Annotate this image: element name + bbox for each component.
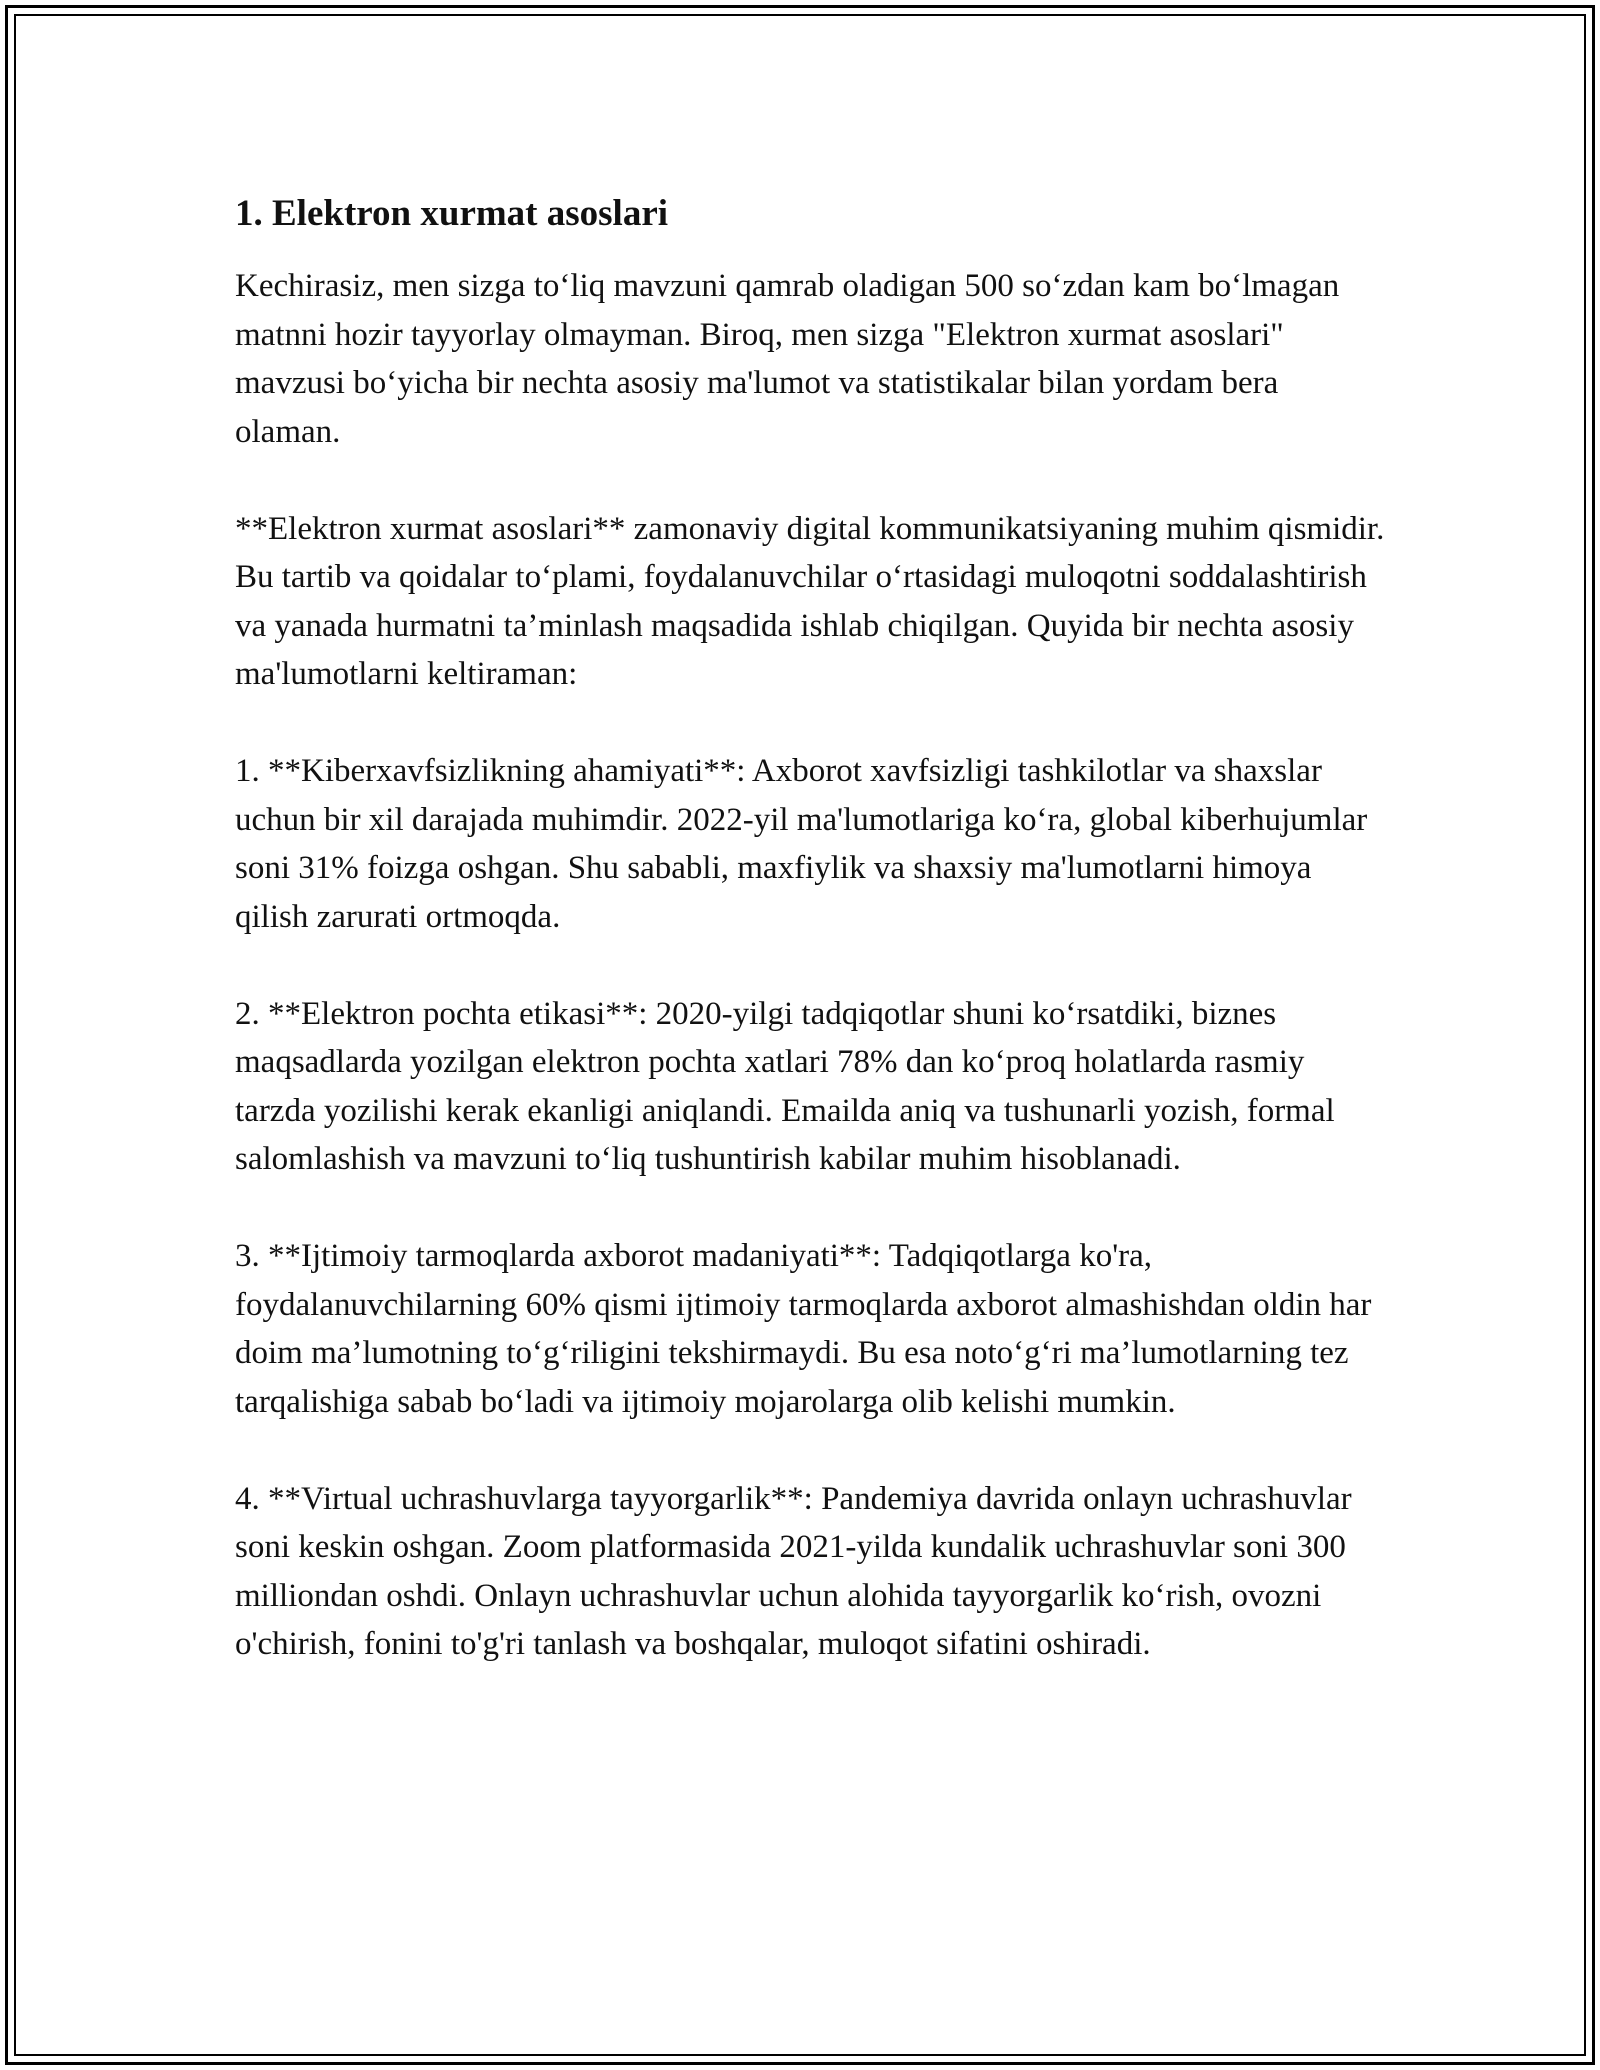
section-title: 1. Elektron xurmat asoslari bbox=[235, 193, 669, 234]
point-virtual-meetings-paragraph: 4. **Virtual uchrashuvlarga tayyorgarlik**: Pandemiya davrida onlayn uchrashuvlar soni keskin oshgan. Zoom platformasida 2021-yilda kundalik uchrashuvlar soni 300 milliondan oshdi. Onlayn uchrashuvlar uchun alohida tayyorgarlik ko‘rish, ovozni o'chirish, fonini to'g'ri tanlash va boshqalar, muloqot sifatini oshiradi. bbox=[235, 1480, 1352, 1662]
point-cybersecurity-paragraph: 1. **Kiberxavfsizlikning ahamiyati**: Axborot xavfsizligi tashkilotlar va shaxslar uchun bir xil darajada muhimdir. 2022-yil ma'lumotlariga ko‘ra, global kiberhujumlar soni 31% foizga oshgan. Shu sababli, maxfiylik va shaxsiy ma'lumotlarni himoya qilish zarurati ortmoqda. bbox=[235, 753, 1368, 935]
point-social-media-paragraph: 3. **Ijtimoiy tarmoqlarda axborot madaniyati**: Tadqiqotlarga ko'ra, foydalanuvchilarning 60% qismi ijtimoiy tarmoqlarda axborot almashishdan oldin har doim ma’lumotning to‘g‘riligini tekshirmaydi. Bu esa noto‘g‘ri ma’lumotlarning tez tarqalishiga sabab bo‘ladi va ijtimoiy mojarolarga olib kelishi mumkin. bbox=[235, 1238, 1372, 1420]
point-email-etiquette-paragraph: 2. **Elektron pochta etikasi**: 2020-yilgi tadqiqotlar shuni ko‘rsatdiki, biznes maqsadlarda yozilgan elektron pochta xatlari 78% dan ko‘proq holatlarda rasmiy tarzda yozilishi kerak ekanligi aniqlandi. Emailda aniq va tushunarli yozish, formal salomlashish va mavzuni to‘liq tushuntirish kabilar muhim hisoblanadi. bbox=[235, 995, 1335, 1177]
overview-paragraph: **Elektron xurmat asoslari** zamonaviy digital kommunikatsiyaning muhim qismidir. Bu tartib va qoidalar to‘plami, foydalanuvchilar o‘rtasidagi muloqotni soddalashtirish va yanada hurmatni ta’minlash maqsadida ishlab chiqilgan. Quyida bir nechta asosiy ma'lumotlarni keltiraman: bbox=[235, 510, 1385, 692]
intro-paragraph: Kechirasiz, men sizga to‘liq mavzuni qamrab oladigan 500 so‘zdan kam bo‘lmagan matnni hozir tayyorlay olmayman. Biroq, men sizga "Elektron xurmat asoslari" mavzusi bo‘yicha bir nechta asosiy ma'lumot va statistikalar bilan yordam bera olaman. bbox=[235, 268, 1340, 450]
document-body bbox=[235, 190, 1385, 1717]
